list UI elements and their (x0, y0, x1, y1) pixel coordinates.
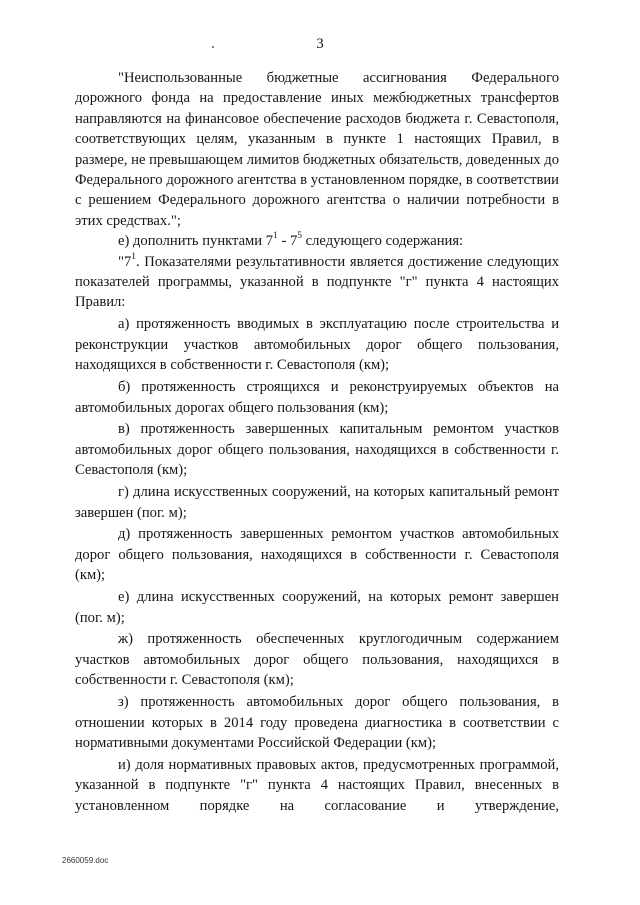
add-points-mid: - 7 (277, 233, 298, 250)
add-points-suffix: следующего содержания: (302, 233, 464, 250)
paragraph-unused-allocations: "Неиспользованные бюджетные ассигнования Федерального дорожного фонда на предоставление иных межбюджетных трансфертов направляются на финансовое обеспечение расходов бюджета г. Севастополя, соответствующих целям, указанным в пункте 1 настоящих Правил, в размере, не превышающем лимитов бюджетных обязательств, доведенных до Федерального дорожного агентства в установленном порядке, в соответствии с решением Федерального дорожного агентства о наличии потребности в этих средствах."; (75, 70, 559, 229)
point-7-1-superscript: 1 (131, 251, 137, 262)
scan-speck (212, 46, 214, 48)
superscript-5: 5 (297, 231, 303, 242)
file-name-footer: 2660059.doc (62, 856, 109, 865)
point-7-1-text: . Показателями результативности является достижение следующих показателей программы, указанной в подпункте "г" пункта 4 настоящих Правил: (75, 253, 559, 311)
list-item-i: и) доля нормативных правовых актов, предусмотренных программой, указанной в подпункте "г" пункта 4 настоящих Правил, внесенных в установленном порядке на согласование и утверждение, (75, 756, 559, 814)
list-item-a: а) протяженность вводимых в эксплуатацию после строительства и реконструкции участков автомобильных дорог общего пользования, находящихся в собственности г. Севастополя (км); (75, 316, 559, 374)
list-item-e: е) длина искусственных сооружений, на которых ремонт завершен (пог. м); (75, 589, 559, 626)
list-item-zh: ж) протяженность обеспеченных круглогодичным содержанием участков автомобильных дорог общего пользования, находящихся в собственности г. Севастополя (км); (75, 631, 559, 689)
list-item-d: д) протяженность завершенных ремонтом участков автомобильных дорог общего пользования, находящихся в собственности г. Севастополя (км); (75, 526, 559, 584)
point-7-1-prefix: "7 (118, 253, 132, 270)
document-body (75, 68, 559, 816)
list-item-g: г) длина искусственных сооружений, на которых капитальный ремонт завершен (пог. м); (75, 484, 559, 521)
list-item-z: з) протяженность автомобильных дорог общего пользования, в отношении которых в 2014 году проведена диагностика в соответствии с нормативными документами Российской Федерации (км); (75, 694, 559, 751)
list-item-b: б) протяженность строящихся и реконструируемых объектов на автомобильных дорогах общего пользования (км); (75, 379, 559, 416)
paragraph-performance-indicators (75, 252, 559, 313)
paragraph-add-points (75, 231, 559, 251)
page-number: 3 (316, 36, 324, 52)
list-item-v: в) протяженность завершенных капитальным ремонтом участков автомобильных дорог общего пользования, находящихся в собственности г. Севастополя (км); (75, 421, 559, 479)
add-points-prefix: е) дополнить пунктами 7 (118, 233, 274, 250)
superscript-1: 1 (273, 231, 278, 242)
